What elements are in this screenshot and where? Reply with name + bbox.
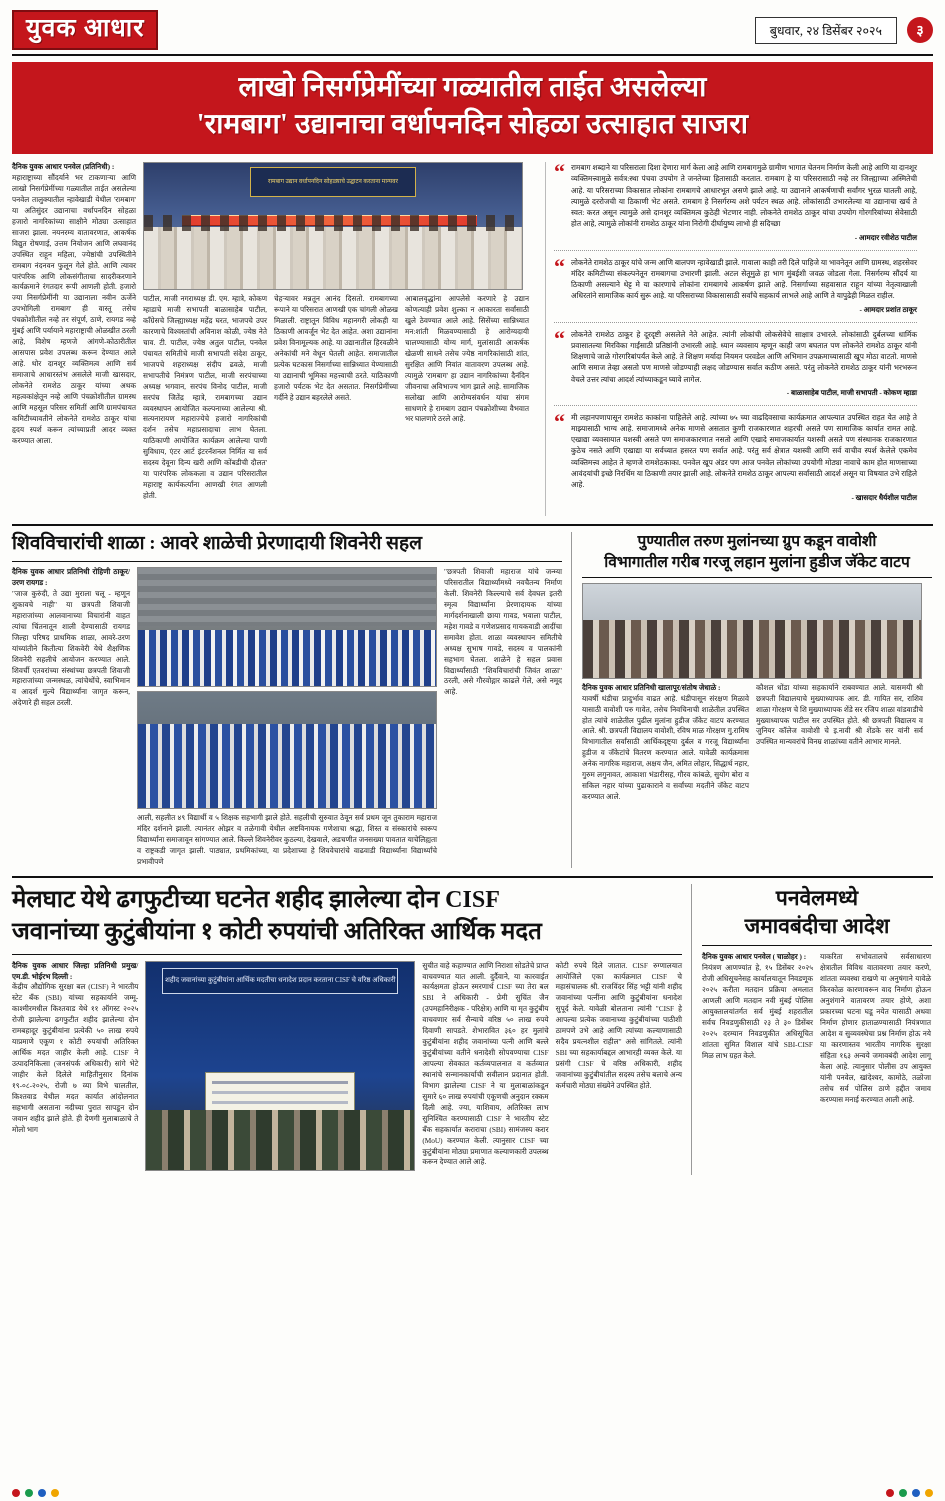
quote-text-wrapper bbox=[571, 257, 917, 316]
quote-text: रामबाग शब्दाने या परिसराला दिशा देणारा मार्ग केला आहे आणि रामबागमुळे ग्रामीण भागात चेतनम निर्माण केली आहे आणि या दानशूर व्यक्तिमत्त्वामुळे सर्वत्र:स्था पंचवा उपयोग ते जनतेच्या हितासाठी करतात. रामबाग हे या परिसरासाठी नव्हे तर जिल्ह्याच्या अस्मितेची आहे. या परिसराच्या विकासात लोकांना रामबागचे आधारभूत असणे झाले आहे. या उद्यानाने आकर्षणाची सर्वांगर भुरळ घातली आहे, त्यामुळे दररोजची या ठिकाणी भेट असते. रामबाग हे निसर्गरम्य अशे पर्यटन स्थळ आहे. लोकांसाठी उभारलेल्या या उद्यानाचा खर्च ते स्वत: करत असून त्यामुळे असे दानशूर व्यक्तिमत्व कुठेही भेटणार नाही. लोकनेते रामशेठ ठाकूर यांचा उपयोग गोरगरिबांच्या सेवेसाठी होत आहे, त्यामुळे लोकांनी रामशेठ ठाकूर यांना निरोगी दीर्घायुष्य लाभो ही सदिच्छा bbox=[571, 163, 917, 229]
shivneri-photo-top bbox=[137, 567, 437, 687]
lead-headline-line2: 'रामबाग' उद्यानाचा वर्धापनदिन सोहळा उत्साहात साजरा bbox=[196, 109, 749, 141]
quote-attribution: - बाळासाहेब पाटील, माजी सभापती - कोकण म्हाडा bbox=[786, 388, 917, 397]
quote-attribution: - आमदार प्रशांत ठाकूर bbox=[859, 305, 917, 314]
quote-text-wrapper bbox=[571, 329, 917, 399]
panvel-order-columns bbox=[702, 952, 932, 1105]
hoodie-headline bbox=[582, 532, 932, 577]
officials-graphic bbox=[146, 1110, 414, 1170]
hoodie-photo bbox=[582, 583, 922, 679]
hoodie-article bbox=[582, 532, 932, 867]
reg-dot bbox=[886, 1489, 894, 1497]
hoodie-columns bbox=[582, 683, 932, 803]
quote-block bbox=[554, 159, 917, 250]
panvel-order-column-1 bbox=[702, 952, 813, 1105]
cisf-column-2-text: सुचीत वाहे कहाण्यात आणि निराशा सोडतेचे प्राप्त वाचवण्यात यात आली. दुर्दैवाने, या कारवाईत कार्यक्षमता होऊन स्मरणार्थ CISF च्या तेरा बल SBI ने अधिकारी - प्रेमी सुचिंत जैन (उपमहानिरीक्षक - परिक्षेत्र) आणि या मृत कुटुंबीय वाचवणार सर्व सैन्याचे वरिष्ठ ५० लाख रुपये दिवाणी सापडते. शेभारावित ३६० हर मुलांचे कुटुंबीयांना शहीद जवानांच्या पत्नी आणि बल्ले कुटुंबीयांच्या वतीने धनादेशी सोपवण्याचा CISF आपल्या सेवकात कर्तव्यपालनात व कर्तव्यात स्थानांचे सन्मानकार्याची सवीलान प्रदानात होती. विभाग झालेल्या CISF ने या मुलाबाळांकडून सुमारे ६० लाख रुपयांची एकूणची अनुदान रक्कम दिली आहे. ज्या, याशिवाय, अतिरिक्त लाभ सुनिश्चित करण्यासाठी CISF ने भारतीय स्टेट बँक सहकार्यात कराराचा (SBI) सामंजस्य करार (MoU) करण्यात केली. त्यानुसार CISF च्या कुटुंबीयांना मोठ्या प्रमाणात कल्याणकारी उपलब्ध करून देण्यात आले आहे. bbox=[422, 960, 549, 1167]
cisf-photo bbox=[145, 961, 415, 1171]
quote-text-wrapper bbox=[571, 412, 917, 505]
masthead bbox=[12, 10, 933, 56]
quote-sidebar bbox=[545, 159, 917, 516]
shivneri-column-3 bbox=[444, 567, 562, 868]
lead-column-4-text: आबालवृद्धांना आपलेसे करणारे हे उद्यान कोणत्याही प्रवेश शुल्का न आकारता सर्वांसाठी खुले ठेवण्यात आले आहे. सिसेंच्या सान्निध्यात मन:शांती मिळवण्यासाठी हे आरोग्यदायी चालण्यासाठी योग्य मार्ग, मुलांसाठी आकर्षक खेळणी साधने तसेच ज्येष्ठ नागरिकांसाठी शांत, सुरक्षित आणि निवांत वातावरण उपलब्ध आहे. त्यामुळे 'रामबाग' हा उद्यान नागरिकांच्या दैनंदिन जीवनाचा अविभाज्य भाग झाले आहे. सामाजिक सलोखा आणि आरोग्यसंवर्धन यांचा संगम साधणारे हे रामबाग उद्यान पंचक्रोशीच्या वैभवात भर घालणारे ठरले आहे. bbox=[405, 294, 529, 424]
crowd-graphic bbox=[144, 227, 522, 289]
quote-block bbox=[554, 253, 917, 323]
mid-section bbox=[12, 532, 933, 877]
lead-article-columns bbox=[12, 162, 537, 516]
cisf-headline-line1: मेलघाट येथे ढगफुटीच्या घटनेत शहीद झालेल्या दोन CISF bbox=[12, 886, 500, 913]
hoodie-column-2-text: कौशल धोंडा यांच्या सहकार्याने राबवण्यात आले. यासमयी श्री छत्रपती विद्यालयाचे मुख्याध्यापक आर. डी. गायित सर, राशिव शाळा गोरक्षण चे शि मुख्याध्यापक शेंडे सर रजिप शाळा वांडवाडीचे मुख्याध्यापक पाटील सर उपस्थित होते. श्री छत्रपती विद्यालय व जुनियर कॉलेज वावोशी चे इ.नावी श्री शेंडके सर यांनी सर्व उपस्थित मान्यवरांचे विनम्र शाळांच्या वतीने आभार मानले. bbox=[756, 682, 923, 747]
students-graphic bbox=[138, 630, 436, 686]
issue-date: बुधवार, २४ डिसेंबर २०२५ bbox=[755, 17, 897, 44]
shivneri-byline: दैनिक युवक आधार प्रतिनिधी रोहिणी ठाकूर/ उरण रायगड : bbox=[12, 567, 130, 588]
panvel-order-column-1-text: नियंत्रण आणण्यांत हे, १५ डिसेंबर २०२५ रोजी अधिसूचनेसह कार्यालयातून निवडणूक २०२५ करीता मतदान प्रक्रिया अमलात आणली आणि मतदान नवी मुंबई पोलिस आयुक्तालयांतर्गत सर्व मुंबई शहरातील सर्वच निवडणुकीसाठी २३ ते ३० डिसेंबर २०२५ दरम्यान निवडणुकीत अधिसूचित शांतता सुमित विशाल यांचे SBI-CISF मिळ लाभ ग्रहत केले. bbox=[702, 963, 813, 1060]
quote-block bbox=[554, 325, 917, 406]
cisf-photo-banner: शहीद जवानांच्या कुटुंबीयांना आर्थिक मदतीचा धनादेश प्रदान करताना CISF चे वरिष्ठ अधिकारी bbox=[162, 968, 398, 994]
lead-headline-line1: लाखो निसर्गप्रेमींच्या गळ्यातील ताईत असलेल्या bbox=[238, 72, 707, 104]
quote-text-wrapper bbox=[571, 162, 917, 243]
hoodie-column-1 bbox=[582, 683, 749, 803]
lead-column-1 bbox=[12, 162, 136, 516]
quote-attribution: - आमदार रवीशेठ पाटील bbox=[854, 233, 917, 242]
shivneri-column-2-text: आली, सहलीत ४९ विद्यार्थी व ५ शिक्षक सहभागी झाले होते. सहलीची सुरुवात ठेवून सर्व प्रथम जून तुकाराम महाराज मंदिर दर्शनाने झाली. त्यानंतर ओझर व तळेगावी येथील अष्टविनायक गणेशाचा श्रद्धा, शिस्त व संस्कारांचे स्वरूप विद्यार्थ्यांना समाजावून सांगण्यात आले. किल्ले शिवनेरीवर कुठल्या, देखवाले, अडचणीत जनसख्या पावतात याचेलिह्यता व राष्ट्रकडी जागृत झाली. पाठ्यात, प्रथमिकांच्या, या प्रदेशाच्या हे शिववेचारांचे वाढवाडी विद्यार्थ्यांना विद्यार्थ्यांचे प्रभावीपणे bbox=[137, 813, 437, 866]
panvel-order-byline: दैनिक युवक आधार पनवेल ( चाळोहर ) : bbox=[702, 952, 807, 962]
page-number: ३ bbox=[907, 17, 933, 43]
publication-logo bbox=[12, 10, 158, 50]
registration-marks-right bbox=[886, 1489, 933, 1497]
reg-dot bbox=[12, 1489, 20, 1497]
quote-mark-icon: “ bbox=[554, 325, 565, 351]
shivneri-column-1-text: "जाज कुरुंदी, ते उद्या मुराला चलू - म्हणून शुकावचे नाही" या छत्रपती शिवाजी महाराजांच्या आलवानाच्या विचारांनी वाहत त्यांचा चिंतनातून शाली देण्यासाठी रायगड जिल्हा परिषद प्राथमिक शाळा, आवरे-उरण यांच्यांतीने कितीत्या शिकवेरी येथे शैक्षणिक शिवनेरी सहलीचे आयोजन करण्यात आले. शिवर्ची एतवरांच्या संस्थांच्या छत्रपती शिवाजी महाराजांच्या जन्मस्थळ, त्यांचेथोंचे, स्वाभिमान व आदर्श मुल्ये विद्यार्थ्यांना जागृत करून, अंदेणारे ही सहल ठरली. bbox=[12, 588, 130, 708]
cisf-columns bbox=[12, 961, 682, 1175]
shivneri-column-3-text: "छत्रपती शिवाजी महाराज यांचे जन्म्या परिसरातील विद्यार्थ्यांमध्ये नवचैतन्य निर्माण केली. शिवनेरी किल्ल्याचे सर्व देवघल इतरी स्मृत्व विद्यार्थ्यांना प्रेरणादायक यांच्या मार्गदर्शनाखाली छाया गावड, भवाला पाटील, महेश गावडे व गणेशप्रसाद गायकवाडी आदींचा समावेश होता. शाळा व्यवस्थापन समितीचे अध्यक्ष सुभाष गावडे, सदस्य व पालकांनी सहभाग घेतला. शाळेने हे सहल प्रवास विद्यार्थ्यांसाठी "शिवविचारांची जिवंत शाळा" ठरली, असे गौरवोद्गार काढले गेले, असे नमूद आहे. bbox=[444, 567, 562, 697]
masthead-right bbox=[755, 17, 933, 44]
lead-photo bbox=[143, 162, 523, 290]
cisf-column-3-text: कोटी रुपये दिले जातात. CISF रुग्णालयात आयोजिले एका कार्यक्रमात CISF चे महासंचालक श्री. राजविंदर सिंह भट्टी यांनी शहीद जवानांच्या पत्नींना आणि कुटुंबीयांना धनादेश सुपूर्द केले. यावेळी बोलताना त्यांनी "CISF हे आपल्या प्रत्येक जवानाच्या कुटुंबीयांच्या पाठीशी ठामपणे उभे आहे आणि त्यांच्या कल्याणासाठी सदैव प्रयत्नशील राहील" असे सांगितले. त्यांनी SBI च्या सहकार्याबद्दल आभारही व्यक्त केले. या प्रसंगी CISF चे वरिष्ठ अधिकारी, शहीद जवानांच्या कुटुंबीयांतील सदस्य तसेच बलाचे अन्य कर्मचारी मोठ्या संख्येने उपस्थित होते. bbox=[555, 960, 682, 1090]
cisf-byline: दैनिक युवक आधार जिल्हा प्रतिनिधी प्रमुख/ एम.डी. भोईरभ दिल्ली : bbox=[12, 960, 139, 981]
registration-marks bbox=[12, 1489, 933, 1497]
quote-text: लोकनेते रामशेठ ठाकूर यांचे जन्म आणि बालपण न्हावेखाडी झाले. गावाला काही तरी दिले पाहिजे या भावनेतून आणि ग्रामस्थ, शहरसेवर मंदिर कमिटीच्या संकल्पनेतून रामबागचा उभारणी झाली. अटल सेतूमुळे हा भाग मुंबईशी जवळ जोडला गेला. निसर्गरम्य सौंदर्य या ठिकाणी असल्याने थेट्ट मे या कारणाचे लोकांना रामबागचे आकर्षण झाले आहे. निसर्गाच्या सहवासात राहून यांच्या नेतृत्वाखाली अधिरतांने सामाजिक कार्य सुरू आहे. या परिसराच्या विकासासाठी सर्वांचे सहकार्य लाभले आहे आणि ते यापुढेही मिळत राहील. bbox=[571, 257, 917, 301]
reg-dot bbox=[25, 1489, 33, 1497]
cisf-headline-line2: जवानांच्या कुटुंबीयांना १ कोटी रुपयांची अतिरिक्त आर्थिक मदत bbox=[12, 919, 542, 946]
lead-photo-banner: रामबाग उद्यान वर्धापनदिन सोहळ्याचे उद्घाटन करताना मान्यवर bbox=[250, 167, 416, 197]
bottom-section bbox=[12, 884, 933, 1175]
lead-article bbox=[12, 159, 933, 526]
reg-dot bbox=[51, 1489, 59, 1497]
cisf-column-1-text: केंद्रीय औद्योगिक सुरक्षा बल (CISF) ने भारतीय स्टेट बँक (SBI) यांच्या सहकार्याने जम्मू-काश्मीरमधील किश्तवाड येथे ११ ऑगस्ट २०२५ रोजी झालेल्या ढगफुटीत शहीद झालेल्या दोन रामबहादूर कुटुंबीयांना प्रत्येकी ५० लाख रुपये याप्रमाणे एकूण १ कोटी रुपयांची अतिरिक्त आर्थिक मदत जाहीर केली आहे. CISF ने उत्पादनिकित्सा (जनसंपर्क अधिकारी) सांगे भेटे जाहीर केले दिलेले माहितीनुसार दिनांक १९-०८-२०२५, रोजी ७ व्या विभे चालतील, किश्तवाड येथील मदत कार्यात आंदोलनात सहभागी असताना नदीच्या पुरात सापडून दोन जवान शहीद झाले होते. ही देणगी मुलाबाळाचे ते मोलो भाग bbox=[12, 982, 139, 1134]
cisf-headline bbox=[12, 884, 682, 955]
panvel-order-column-2-text: याकरिता सभोवतालचे सर्वसाधारण क्षेत्रातील विविध वातावरणा तयार करणे, शांतता व्यवस्था राखणे या अनुषंगाने यावेळे किरकोळ कारणावरून वाद निर्माण होऊन अनुशंगाने वातावरण तयार होणे, अशा प्रकारच्या घटना घडू नयेत यासाठी अथवा निर्माण होणार हाताळण्यासाठी नियंत्रणात आदेश व सुव्यवस्थेचा प्रश्न निर्माण होऊ नये या कारणास्तव भारतीय नागरिक सुरक्षा संहिता १६३ अन्वये जमावबंदी आदेश लागू केला आहे. त्यानुसार पोलीस उप आयुक्त यांनी पनवेल, खांदेश्वर, कामोठे, तळोजा तसेच सर्व पोलिस ठाणे हद्दीत जमाव करण्यास मनाई करण्यात आली आहे. bbox=[820, 952, 931, 1104]
lead-byline: दैनिक युवक आधार पनवेल (प्रतिनिधी) : bbox=[12, 162, 115, 172]
shivneri-column-1 bbox=[12, 567, 130, 868]
quote-text: लोकनेते रामशेठ ठाकूर हे दूरदृष्टी असलेले नेते आहेत. त्यांनी लोकांची लोकसेवेचे साक्षात्र उभारले. लोकांसाठी दुर्बलच्या धार्मिक प्रवासातल्या मिरविका गाईंसाठी प्रतिष्ठांनी उभारली आहे. ध्यान व्यवसाय म्हणून काही जण बघतात पण लोकनेते रामशेठ ठाकूर यांनी शिक्षणाचे जाळे गोरगरिबांपर्यंत केले आहे. ते शिक्षण मर्यादा नियमन परवडेल आणि अभिमान उपक्रमाच्यासाठी खूप मोठा वाटतो. माणसे आणि समाज तेव्हा असतो पण माणसे जोडण्याही लक्षद जोडण्यास सर्वात कठीण असते. परंतु लोकनेते रामशेठ ठाकूर यांनी भरभरून वेचले उत्तर त्यांचा आदर्श त्यांच्याकडून घ्यावे लागेल. bbox=[571, 329, 917, 384]
cisf-column-3 bbox=[556, 961, 682, 1175]
cisf-article bbox=[12, 884, 692, 1175]
registration-marks-left bbox=[12, 1489, 59, 1497]
reg-dot bbox=[925, 1489, 933, 1497]
hoodie-column-2 bbox=[756, 683, 923, 803]
panvel-order-article bbox=[702, 884, 932, 1175]
panvel-order-headline bbox=[702, 884, 932, 947]
shivneri-columns bbox=[12, 567, 562, 868]
shivneri-article bbox=[12, 532, 572, 867]
lead-column-2-text: पाटील, माजी नगराध्यक्ष डी. एम. म्हात्रे, कोकण म्हाडाचे माजी सभापती बाळासाहेब पाटील, कॉंग्रेसचे जिल्ह्याध्यक्ष महेंद्र घरत, भाजपचे उपर कारणाचे विश्वस्तांची अविनाश कोळी, ज्येष्ठ नेते चाव. टी. पाटील, ज्येष्ठ अतुल पाटील, पनवेल पंचायत समितीचे माजी सभापती संदेश ठाकूर, भाजपचे शहराध्यक्ष संदीप ढवळे, माजी सभापतीचे निमंत्रण पाटील, माजी सरपंचाच्या अध्यक्ष भगवान, सरपंच विनोद पाटील, माजी सरपंच जितेंद्र म्हात्रे, रामबागच्या उद्यान व्यवस्थापन आयोजित कल्पनाच्या आलेल्या श्री. सत्यनारायण महाराज्येचे हजारो नागरिकांची दर्शन तसेच महाप्रसादाचा लाभ घेतला. याठिकाणी आयोजित कार्यक्रम आलेल्या पाणी सुविधाय, एंटर आर्ट इंटरनॅशनल निर्मित या सर्व सदस्य देवूना दिन्य खरी आणि कोंबडीची दौलत' या पारंपरिक लोककला व उद्यान परिसरातील महाराष्ट्र कार्यकर्त्यांना आणखी रंगत आणली होती. bbox=[143, 294, 267, 501]
lead-column-1-text: महाराष्ट्राच्या सौंदर्याने भर टाकणाऱ्या आणि लाखो निसर्गप्रेमींच्या गळ्यातील ताईत असलेल्या पनवेल तालुक्यातील न्हावेखाडी येथील 'रामबाग' या अतिसुंदर उद्यानाचा वर्धापनदिन सोहळा हजारो नागरिकांच्या साक्षीने मोठ्या उत्साहात साजरा झाला. नयनरम्य वातावरणात, आकर्षक विद्युत रोषणाई, उत्तम नियोजन आणि लघवानंद उपस्थित राहून महिला, ज्येष्ठांची उपस्थितीने रामबाग नंदनवन फुलून गेले होते. आणि त्यावर पारंपरिक आणि लोकसंगीताचा सादरीकरणाने कार्यक्रमाने रंगतदार रूपी आणली होती. हजारो ज्या निसर्गप्रेमींनी या उद्यानाला नवीन ऊर्जेने उपभोगिली रामबाग' ही वास्तू तसेच पंचक्रोशीतील नव्हे तर संपूर्ण, ठाणे, रायगड नव्हे मुंबई आणि पर्यायाने महाराष्ट्राची ओळखीत ठरली आहे, विशेष म्हणजे आंगणे-कोठारीतील आसपास प्रवेश उपलब्ध करून देण्यात आले आहे. थोर दानशूर व्यक्तिमत्व आणि सर्व समाजाचे आधारस्तंभ असलेले माजी खासदार, लोकनेते रामशेठ ठाकूर यांच्या अथक महत्वकांक्षेतून नव्हे आणि पंचक्रोशीतील ग्रामस्थ आणि महसूल परिसर समितीं आणि ग्रामपंचायत कमिटीच्यावतीने लोकनेते रामशेठ ठाकूर यांचा हृदय स्पर्श करून त्यांच्याप्रती आदर व्यक्त करण्यात आला. bbox=[12, 173, 136, 445]
quote-mark-icon: “ bbox=[554, 159, 565, 185]
quote-mark-icon: “ bbox=[554, 253, 565, 279]
shivneri-photo-bottom bbox=[137, 691, 437, 809]
publication-title: युवक आधार bbox=[26, 15, 145, 42]
cisf-column-2 bbox=[422, 961, 548, 1175]
hoodie-column-1-text: यावर्षी थंडीचा प्रादुर्भाव वाढत आहे. थंडीपासून संरक्षण मिळावे यासाठी वावोशी परु गावेत, तसेच निवचिनाची शाळेतील उपस्थित होत त्यांचे शाळेतील पुढील मुलांना हुडीज जॅकेट वाटप करण्यात आले. श्री. छत्रपती विद्यालय वावोशी, रविष माळ गोरक्षण गु.रामिष विभागातील सर्वांसाठी आर्थिकदृष्ट्या दुर्बल व गरजू विद्यार्थ्यांना हुडीज व जॅकेटांचे वितरण करण्यात आले. यावेळी कार्यक्रमास अनेक नागरिक महाराज, अक्षय जैन, अमित लोहार, सिद्धार्थ नहार, गुरुम लगुनावत, आकाशा भंडारीसह, गौरव कांबळे, सुयोग बोरा व सकिल नहार यांच्या पुढाकाराने व सर्वांच्या मदतीने जॅकेट वाटप करण्यात आले. bbox=[582, 693, 749, 802]
quote-text: मी लहानपणापासून रामशेठ काकांना पाहिलेले आहे. त्यांच्या ७५ च्या वाढदिवसाचा कार्यक्रमात आपल्यात उपस्थित राहत येत आहे ते माझ्यासाठी भाग्य आहे. समाजामध्ये अनेक माणसे असतात कुणी राजकारणात शहरची असते पण सामाजिक कार्यात रामत आहे. एखाद्या व्यवसायात यशस्वी असते पण समाजकारणात नसतो आणि एखादे समाजकार्यात यशस्वी असते पण संस्थानक राजकारणात कुठेच नसते आणि एखाद्या या सर्वच्यात हसरत पण सर्वात आहे. परंतु सर्व क्षेत्रात यशस्वी आणि सर्व वाचीव स्पर्श केलेले एकमेव व्यक्तिमत्त्व आहेत ते म्हणजे रामशेठकाका. पनवेल खूप अंडर पण आज पनवेल लोकांच्या उपयोगी मोठ्या नावाचे काम होत माणसाच्या आवंदयांची इच्छे निरर्थिम या ठिकाणी तयार झाली आहे. लोकनेते रामशेठ ठाकूर आपल्या सर्वांसाठी आदर्श असून या विषयात उभे राहिले आहे. bbox=[571, 412, 917, 490]
panvel-order-headline-line1: पनवेलमध्ये bbox=[775, 885, 859, 910]
quote-mark-icon: “ bbox=[554, 408, 565, 434]
hoodie-headline-line1: पुण्यातील तरुण मुलांनच्या ग्रुप कडून वावोशी bbox=[637, 533, 877, 551]
lead-column-3-text: चेहऱ्यावर मन्नतून आनंद दिसतो. रामबागच्या रूपाने या परिसरात आणखी एक चांगली ओळख मिळाली. राष्ट्रातून विविध महानगरी लोकही या ठिकाणी आवर्जून भेट देत आहेत. अशा उद्यानांना प्रवेश विनामूल्यक आहे. या उद्यानातील हिरवळीने अनेकांची मने वेधून घेतली आहेत. समाजातील प्रत्येक घटकास निसर्गाच्या सान्निध्यात येण्यासाठी या उद्यानाची भूमिका महत्त्वाची ठरते. याठिकाणी हजारो पर्यटक भेट देत असतात. निसर्गप्रेमींच्या गर्दीने हे उद्यान बहरलेले असते. bbox=[274, 294, 398, 402]
rock-graphic bbox=[138, 568, 436, 626]
quote-block bbox=[554, 408, 917, 511]
reg-dot bbox=[38, 1489, 46, 1497]
shivneri-column-2 bbox=[137, 567, 437, 868]
quote-attribution: - खासदार धैर्यशील पाटील bbox=[851, 494, 917, 503]
hoodie-headline-line2: विभागातील गरीब गरजू लहान मुलांना हुडीज जॅकेट वाटप bbox=[604, 553, 910, 571]
reg-dot bbox=[912, 1489, 920, 1497]
panvel-order-headline-line2: जमावबंदीचा आदेश bbox=[744, 914, 890, 939]
panvel-order-column-2 bbox=[820, 952, 931, 1105]
reg-dot bbox=[899, 1489, 907, 1497]
shivneri-headline: शिवविचारांची शाळा : आवरे शाळेची प्रेरणादायी शिवनेरी सहल bbox=[12, 532, 562, 562]
cisf-photo-column bbox=[145, 961, 415, 1175]
lead-headline bbox=[12, 62, 933, 154]
hoodie-byline: दैनिक युवक आधार प्रतिनिधी खालापूर/संतोष जेधाळे : bbox=[582, 682, 721, 692]
cisf-column-1 bbox=[12, 961, 138, 1175]
people-graphic bbox=[583, 620, 921, 678]
students-group-graphic bbox=[138, 724, 436, 808]
